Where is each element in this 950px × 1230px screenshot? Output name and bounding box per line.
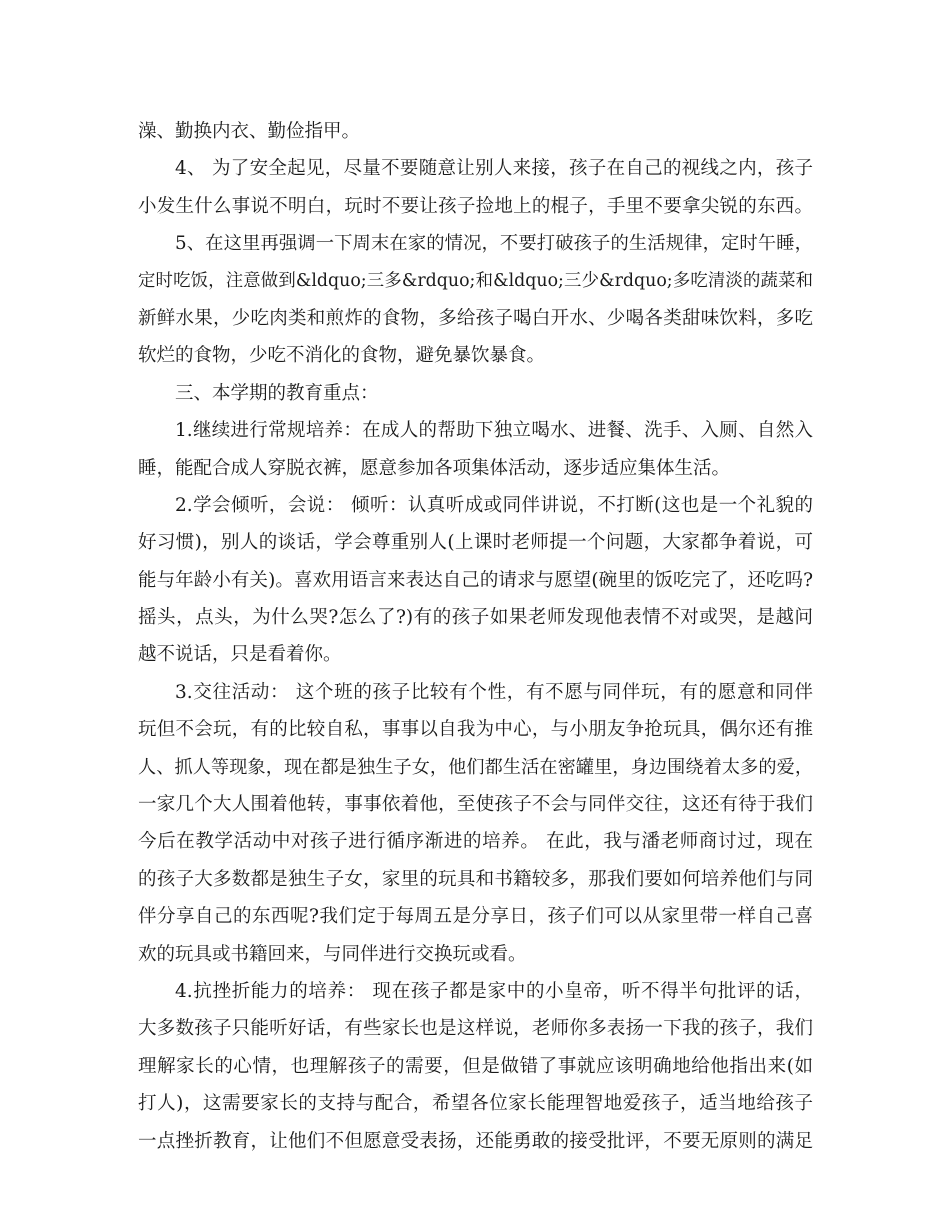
text-line: 摇头，点头，为什么哭?怎么了?)有的孩子如果老师发现他表情不对或哭，是越问 [138,607,813,629]
text-line: 小发生什么事说不明白，玩时不要让孩子捡地上的棍子，手里不要拿尖锐的东西。 [138,195,813,217]
text-line: 5、在这里再强调一下周末在家的情况，不要打破孩子的生活规律，定时午睡， [175,233,813,255]
text-line: 澡、勤换内衣、勤俭指甲。 [138,121,361,142]
text-line: 大多数孩子只能听好话，有些家长也是这样说，老师你多表扬一下我的孩子，我们 [138,1018,813,1040]
text-line: 4.抗挫折能力的培养： 现在孩子都是家中的小皇帝，听不得半句批评的话， [175,980,813,1002]
text-line: 人、抓人等现象，现在都是独生子女，他们都生活在密罐里，身边围绕着太多的爱， [138,756,813,778]
text-line: 玩但不会玩，有的比较自私，事事以自我为中心，与小朋友争抢玩具，偶尔还有推 [138,719,813,741]
text-line: 一点挫折教育，让他们不但愿意受表扬，还能勇敢的接受批评，不要无原则的满足 [138,1130,813,1152]
text-line: 的孩子大多数都是独生子女，家里的玩具和书籍较多，那我们要如何培养他们与同 [138,868,813,890]
text-line: 睡，能配合成人穿脱衣裤，愿意参加各项集体活动，逐步适应集体生活。 [138,457,731,479]
text-line: 软烂的食物，少吃不消化的食物，避免暴饮暴食。 [138,345,546,367]
text-line: 定时吃饭，注意做到&ldquo;三多&rdquo;和&ldquo;三少&rdquo;多吃清淡的蔬菜和 [138,270,813,291]
text-line: 理解家长的心情，也理解孩子的需要，但是做错了事就应该明确地给他指出来(如 [138,1055,813,1077]
text-line: 打人)，这需要家长的支持与配合，希望各位家长能理智地爱孩子，适当地给孩子 [138,1093,813,1115]
text-line: 今后在教学活动中对孩子进行循序渐进的培养。 在此，我与潘老师商讨过，现在 [138,831,813,853]
text-line: 能与年龄小有关)。喜欢用语言来表达自己的请求与愿望(碗里的饭吃完了，还吃吗? [138,569,813,591]
text-line: 1.继续进行常规培养：在成人的帮助下独立喝水、进餐、洗手、入厕、自然入 [175,420,813,442]
text-line: 4、 为了安全起见，尽量不要随意让别人来接，孩子在自己的视线之内，孩子 [175,158,813,180]
text-line: 一家几个大人围着他转，事事依着他，至使孩子不会与同伴交往，这还有待于我们 [138,794,813,816]
text-line: 好习惯)，别人的谈话，学会尊重别人(上课时老师提一个问题，大家都争着说，可 [138,532,813,554]
text-line: 2.学会倾听，会说： 倾听：认真听成或同伴讲说，不打断(这也是一个礼貌的 [175,494,813,516]
section-heading: 三、本学期的教育重点： [175,382,379,404]
text-line: 新鲜水果，少吃肉类和煎炸的食物，多给孩子喝白开水、少喝各类甜味饮料，多吃 [138,307,813,329]
text-line: 越不说话，只是看着你。 [138,644,342,666]
document-body [138,113,813,1160]
text-line: 伴分享自己的东西呢?我们定于每周五是分享日，孩子们可以从家里带一样自己喜 [138,906,813,928]
text-line: 欢的玩具或书籍回来，与同伴进行交换玩或看。 [138,943,527,965]
text-line: 3.交往活动： 这个班的孩子比较有个性，有不愿与同伴玩，有的愿意和同伴 [175,681,813,703]
